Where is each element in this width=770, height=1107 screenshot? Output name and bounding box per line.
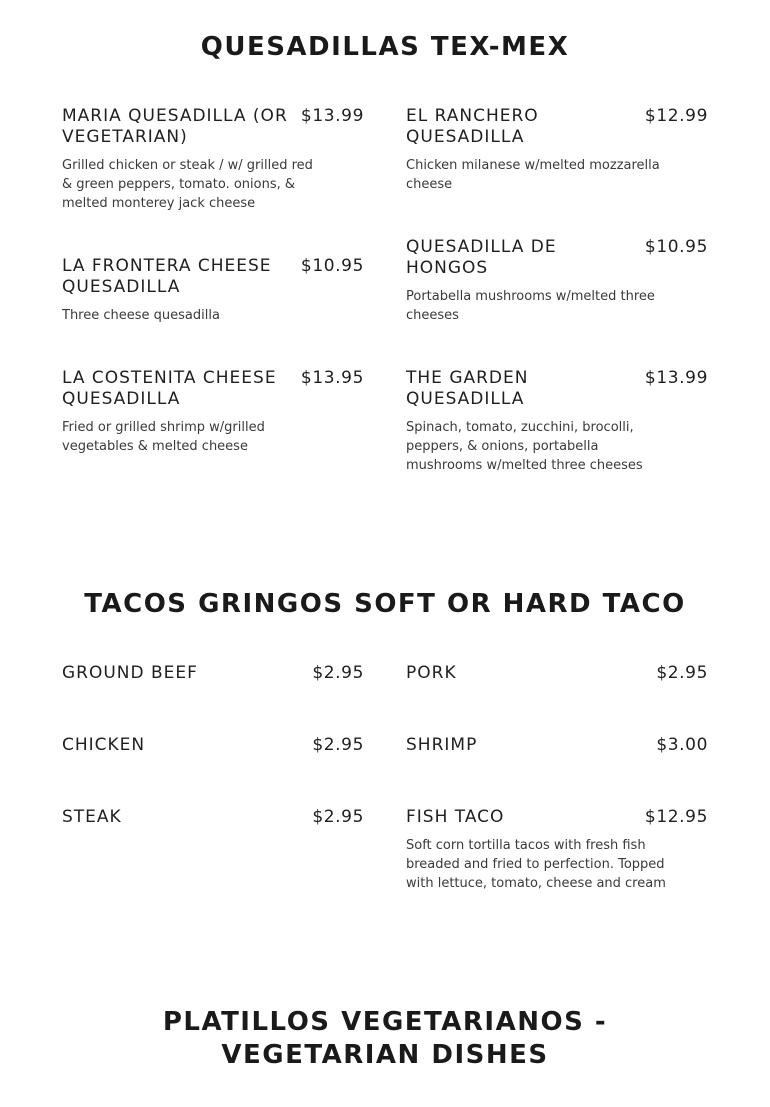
menu-item-steak [62,807,364,828]
item-name: STEAK [62,807,122,827]
item-description: Portabella mushrooms w/melted three cheeses [406,289,655,323]
item-name: CHICKEN [62,735,146,755]
item-name: LA FRONTERA CHEESE QUESADILLA [62,256,272,297]
menu-item-pork [406,663,708,684]
item-price: $2.95 [312,735,364,755]
item-price: $3.00 [656,735,708,755]
item-price: $10.95 [644,237,708,257]
item-name: SHRIMP [406,735,478,755]
menu-item-quesadilla-de-hongos [406,237,708,325]
item-name: GROUND BEEF [62,663,198,683]
item-description: Soft corn tortilla tacos with fresh fish breaded and fried to perfection. Topped with lettuce, tomato, cheese and cream [406,838,666,891]
item-price: $10.95 [300,256,364,276]
item-name: THE GARDEN QUESADILLA [406,368,529,409]
item-price: $2.95 [312,663,364,683]
item-name: MARIA QUESADILLA (OR VEGETARIAN) [62,106,288,147]
menu-item-el-ranchero-quesadilla [406,106,708,194]
item-price: $13.95 [300,368,364,388]
menu-item-shrimp [406,735,708,756]
item-price: $2.95 [312,807,364,827]
item-description: Grilled chicken or steak / w/ grilled red & green peppers, tomato. onions, & melted monterey jack cheese [62,158,313,211]
item-price: $2.95 [656,663,708,683]
item-name: QUESADILLA DE HONGOS [406,237,557,278]
item-price: $12.99 [644,106,708,126]
section-title-quesadillas: QUESADILLAS TEX-MEX [200,32,570,62]
menu-item-the-garden-quesadilla [406,368,708,475]
item-description: Fried or grilled shrimp w/grilled vegetables & melted cheese [62,420,265,454]
item-name: EL RANCHERO QUESADILLA [406,106,539,147]
section-title-tacos-gringos: TACOS GRINGOS SOFT OR HARD TACO [84,589,686,619]
item-name: LA COSTENITA CHEESE QUESADILLA [62,368,277,409]
item-name: FISH TACO [406,807,505,827]
item-description: Chicken milanese w/melted mozzarella cheese [406,158,660,192]
item-price: $13.99 [644,368,708,388]
item-name: PORK [406,663,457,683]
menu-item-chicken [62,735,364,756]
menu-item-la-frontera-quesadilla [62,256,364,325]
item-description: Three cheese quesadilla [62,308,220,323]
menu-item-ground-beef [62,663,364,684]
item-description: Spinach, tomato, zucchini, brocolli, peppers, & onions, portabella mushrooms w/melted three cheeses [406,420,643,473]
menu-item-fish-taco [406,807,708,893]
menu-item-maria-quesadilla [62,106,364,213]
section-title-vegetarian-dishes: PLATILLOS VEGETARIANOS - VEGETARIAN DISHES [162,1007,608,1070]
item-price: $13.99 [300,106,364,126]
item-price: $12.95 [644,807,708,827]
menu-item-la-costenita-quesadilla [62,368,364,456]
